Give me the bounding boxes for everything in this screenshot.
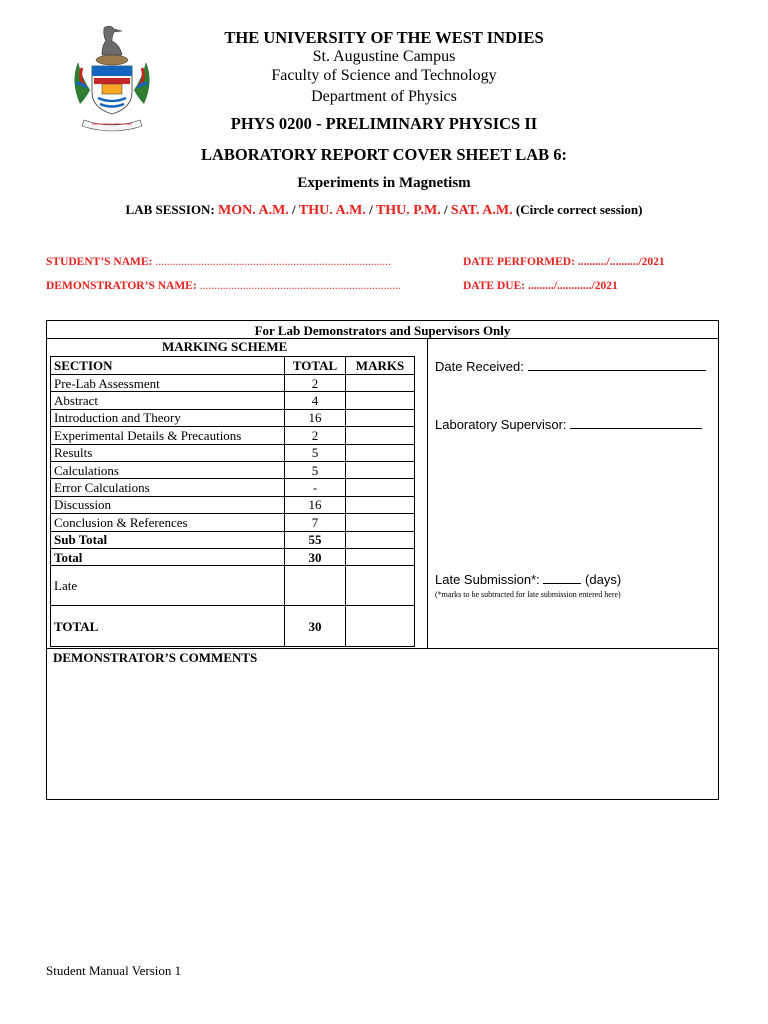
- row-section: Experimental Details & Precautions: [51, 427, 285, 444]
- row-section: Conclusion & References: [51, 514, 285, 531]
- late-total-cell[interactable]: [285, 566, 346, 606]
- header-marks: MARKS: [346, 357, 415, 375]
- grand-total-row: [51, 606, 415, 647]
- grand-total-label: TOTAL: [51, 606, 285, 647]
- footer-text: Student Manual Version 1: [46, 963, 182, 978]
- row-marks-cell[interactable]: [346, 375, 415, 392]
- lab-session-label: LAB SESSION:: [125, 202, 215, 217]
- subtotal-marks-cell[interactable]: [346, 531, 415, 548]
- marking-box: [46, 320, 719, 800]
- row-marks-cell[interactable]: [346, 479, 415, 496]
- row-section: Results: [51, 444, 285, 461]
- table-row: [51, 461, 415, 478]
- marking-scheme-table: [50, 356, 415, 647]
- session-option-thu-am[interactable]: THU. A.M.: [298, 203, 366, 218]
- campus-name: St. Augustine Campus: [312, 48, 456, 65]
- lab-title: LABORATORY REPORT COVER SHEET LAB 6:: [200, 145, 568, 164]
- row-marks-cell[interactable]: [346, 409, 415, 426]
- laboratory-supervisor-line[interactable]: [570, 417, 702, 429]
- total-marks-cell[interactable]: [346, 548, 415, 565]
- table-row: [51, 427, 415, 444]
- row-marks-cell[interactable]: [346, 427, 415, 444]
- row-total: 7: [285, 514, 346, 531]
- row-marks-cell[interactable]: [346, 444, 415, 461]
- row-total: 2: [285, 375, 346, 392]
- row-marks-cell[interactable]: [346, 392, 415, 409]
- row-section: Abstract: [51, 392, 285, 409]
- row-section: Discussion: [51, 496, 285, 513]
- row-total: 5: [285, 461, 346, 478]
- date-performed-field[interactable]: [463, 256, 665, 268]
- comments-divider: [47, 648, 718, 649]
- demonstrator-name-label: DEMONSTRATOR’S NAME:: [46, 280, 197, 292]
- row-section: Introduction and Theory: [51, 409, 285, 426]
- table-row: [51, 409, 415, 426]
- table-row: [51, 392, 415, 409]
- lab-session-line: [0, 202, 768, 219]
- grand-total-value: 30: [285, 606, 346, 647]
- date-due-value: ........./............/2021: [527, 280, 618, 292]
- table-row: [51, 496, 415, 513]
- date-due-field[interactable]: [463, 280, 618, 292]
- session-option-thu-pm[interactable]: THU. P.M.: [375, 203, 441, 218]
- laboratory-supervisor-field[interactable]: [435, 417, 702, 432]
- row-total: 2: [285, 427, 346, 444]
- university-name: THE UNIVERSITY OF THE WEST INDIES: [224, 28, 544, 47]
- row-section: Calculations: [51, 461, 285, 478]
- demonstrator-comments-title: DEMONSTRATOR’S COMMENTS: [53, 650, 258, 665]
- late-row: [51, 566, 415, 606]
- faculty-name: Faculty of Science and Technology: [271, 67, 497, 84]
- row-marks-cell[interactable]: [346, 496, 415, 513]
- late-submission-label: Late Submission*:: [435, 572, 540, 587]
- table-row: [51, 375, 415, 392]
- session-note: (Circle correct session): [515, 202, 643, 217]
- date-due-label: DATE DUE:: [463, 280, 526, 292]
- date-received-field[interactable]: [435, 359, 706, 374]
- course-title: PHYS 0200 - PRELIMINARY PHYSICS II: [230, 114, 538, 133]
- date-received-label: Date Received:: [435, 359, 524, 374]
- box-title: For Lab Demonstrators and Supervisors Only: [254, 323, 511, 338]
- laboratory-supervisor-label: Laboratory Supervisor:: [435, 417, 567, 432]
- total-row: [51, 548, 415, 565]
- department-name: Department of Physics: [311, 88, 457, 105]
- table-row: [51, 444, 415, 461]
- late-marks-cell[interactable]: [346, 566, 415, 606]
- date-performed-value: ........../........../2021: [577, 256, 665, 268]
- subtotal-row: [51, 531, 415, 548]
- marking-scheme-title: MARKING SCHEME: [162, 339, 288, 354]
- row-section: Error Calculations: [51, 479, 285, 496]
- row-marks-cell[interactable]: [346, 461, 415, 478]
- late-label: Late: [51, 566, 285, 606]
- box-column-divider: [427, 338, 428, 648]
- table-header-row: [51, 357, 415, 375]
- experiment-title: Experiments in Magnetism: [297, 175, 471, 191]
- table-row: [51, 479, 415, 496]
- row-marks-cell[interactable]: [346, 514, 415, 531]
- student-name-field[interactable]: [46, 256, 391, 268]
- late-submission-unit: (days): [585, 572, 622, 587]
- demonstrator-name-field[interactable]: [46, 280, 401, 292]
- late-submission-field[interactable]: [435, 572, 621, 587]
- grand-total-marks-cell[interactable]: [346, 606, 415, 647]
- header-total: TOTAL: [285, 357, 346, 375]
- session-option-mon-am[interactable]: MON. A.M.: [218, 203, 289, 218]
- session-separator: /: [288, 202, 299, 217]
- session-separator: /: [365, 202, 376, 217]
- total-value: 30: [285, 548, 346, 565]
- row-total: 5: [285, 444, 346, 461]
- row-total: 16: [285, 496, 346, 513]
- header-section: SECTION: [51, 357, 285, 375]
- box-divider: [47, 338, 718, 339]
- row-section: Pre-Lab Assessment: [51, 375, 285, 392]
- session-separator: /: [440, 202, 451, 217]
- session-option-sat-am[interactable]: SAT. A.M.: [450, 203, 513, 218]
- late-submission-note: (*marks to be subtracted for late submission entered here): [435, 590, 621, 599]
- table-row: [51, 514, 415, 531]
- row-total: -: [285, 479, 346, 496]
- subtotal-label: Sub Total: [51, 531, 285, 548]
- demonstrator-name-blank: ......................................................................: [199, 280, 401, 292]
- late-submission-line[interactable]: [543, 572, 581, 584]
- date-received-line[interactable]: [528, 359, 706, 371]
- total-label: Total: [51, 548, 285, 565]
- row-total: 16: [285, 409, 346, 426]
- student-name-label: STUDENT’S NAME:: [46, 256, 153, 268]
- row-total: 4: [285, 392, 346, 409]
- date-performed-label: DATE PERFORMED:: [463, 256, 575, 268]
- subtotal-value: 55: [285, 531, 346, 548]
- student-name-blank: ..................................................................................: [155, 256, 392, 268]
